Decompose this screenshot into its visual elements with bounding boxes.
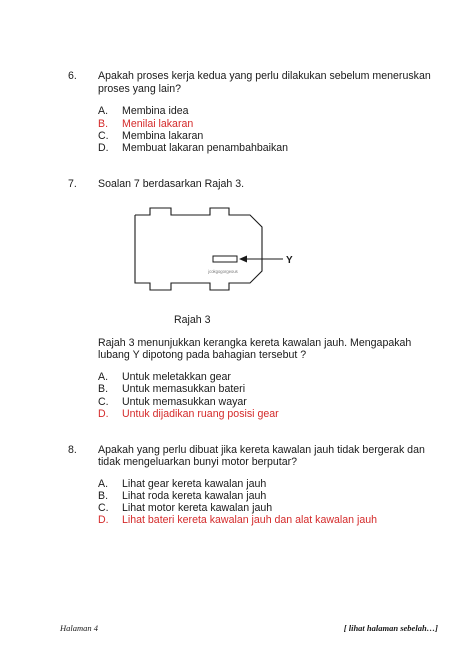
q6-option-c-letter: C. [98,130,109,142]
footer-page-number: Halaman 4 [60,623,99,633]
q8-option-c-text: Lihat motor kereta kawalan jauh [122,502,273,514]
q8-option-d-text: Lihat bateri kereta kawalan jauh dan alat kawalan jauh [122,514,378,526]
q7-option-b-text: Untuk memasukkan bateri [122,383,246,395]
pointer-label-y: Y [286,255,293,266]
pointer-arrow-head [239,256,247,263]
question-7-text-line-1: Rajah 3 menunjukkan kerangka kereta kawalan jauh. Mengapakah [98,337,412,349]
q6-option-a-letter: A. [98,105,109,117]
q8-option-a-text: Lihat gear kereta kawalan jauh [122,478,267,490]
rajah-3-figure [125,205,305,295]
q6-option-b-letter: B. [98,118,109,130]
q7-option-d-text: Untuk dijadikan ruang posisi gear [122,408,279,420]
question-6-number: 6. [68,70,77,82]
q8-option-b-text: Lihat roda kereta kawalan jauh [122,490,267,502]
q6-option-d-text: Membuat lakaran penambahbaikan [122,142,289,154]
q8-option-c-letter: C. [98,502,109,514]
q7-option-d-letter: D. [98,408,109,420]
question-7-intro: Soalan 7 berdasarkan Rajah 3. [98,178,245,190]
figure-watermark: jcokgogorgeous [208,269,238,274]
question-8-text-line-1: Apakah yang perlu dibuat jika kereta kawalan jauh tidak bergerak dan [98,444,425,456]
figure-caption: Rajah 3 [174,314,211,326]
q7-option-a-text: Untuk meletakkan gear [122,371,231,383]
q7-option-a-letter: A. [98,371,109,383]
q8-option-b-letter: B. [98,490,109,502]
hole-y [213,256,237,262]
q7-option-c-text: Untuk memasukkan wayar [122,396,247,408]
footer-next-page-note: [ lihat halaman sebelah…] [343,623,438,633]
question-6-text-line-2: proses yang lain? [98,83,182,95]
q7-option-c-letter: C. [98,396,109,408]
question-8-text-line-2: tidak mengeluarkan bunyi motor berputar? [98,456,298,468]
q8-option-d-letter: D. [98,514,109,526]
q7-option-b-letter: B. [98,383,109,395]
q8-option-a-letter: A. [98,478,109,490]
q6-option-c-text: Membina lakaran [122,130,204,142]
question-8-number: 8. [68,444,77,456]
q6-option-a-text: Membina idea [122,105,189,117]
question-7-number: 7. [68,178,77,190]
question-7-text-line-2: lubang Y dipotong pada bahagian tersebut ? [98,349,307,361]
q6-option-b-text: Menilai lakaran [122,118,194,130]
question-6-text-line-1: Apakah proses kerja kedua yang perlu dilakukan sebelum meneruskan [98,70,431,82]
chassis-outline [135,208,262,290]
q6-option-d-letter: D. [98,142,109,154]
